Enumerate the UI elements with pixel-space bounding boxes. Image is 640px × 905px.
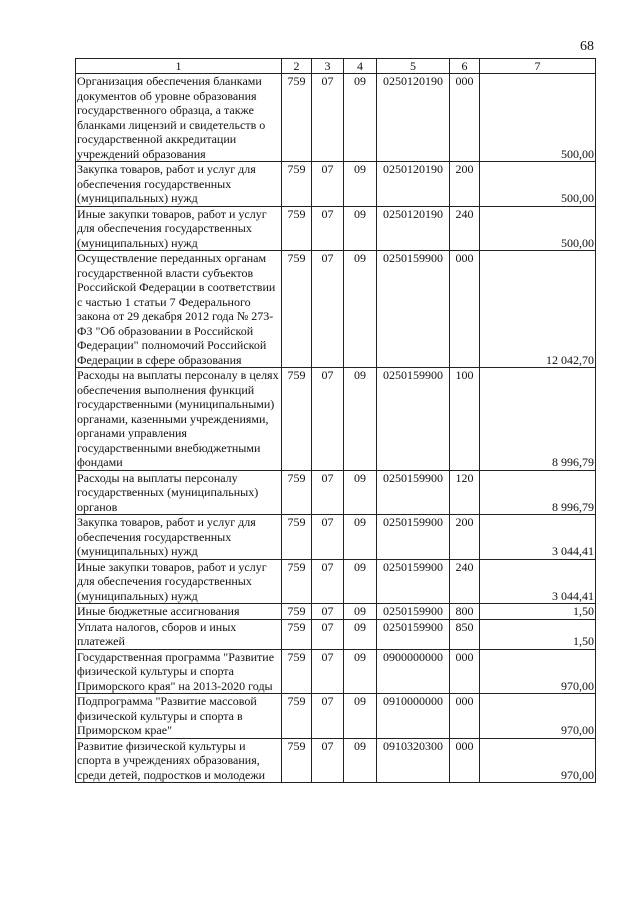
- ministry-code-cell: 759: [282, 251, 312, 368]
- expense-type-cell: 000: [450, 251, 480, 368]
- table-row: [76, 251, 596, 368]
- expense-type-cell: 100: [450, 368, 480, 471]
- expense-type-cell: 240: [450, 559, 480, 604]
- amount-cell: 970,00: [480, 738, 596, 783]
- header-cell: 5: [377, 59, 450, 74]
- table-row: [76, 604, 596, 620]
- header-cell: 7: [480, 59, 596, 74]
- item-name-cell: Подпрограмма "Развитие массовой физической культуры и спорта в Приморском крае": [76, 694, 282, 739]
- section-code-cell: 07: [312, 559, 344, 604]
- expense-type-cell: 120: [450, 470, 480, 515]
- amount-cell: 12 042,70: [480, 251, 596, 368]
- subsection-code-cell: 09: [344, 694, 377, 739]
- table-row: [76, 162, 596, 207]
- item-name-cell: Государственная программа "Развитие физической культуры и спорта Приморского края" на 2013-2020 годы: [76, 649, 282, 694]
- header-cell: 3: [312, 59, 344, 74]
- amount-cell: 1,50: [480, 619, 596, 649]
- section-code-cell: 07: [312, 206, 344, 251]
- item-name-cell: Расходы на выплаты персоналу в целях обеспечения выполнения функций государственными (муниципальными) органами, казенными учреждениями, органами управления государственными внебюджетными фондами: [76, 368, 282, 471]
- ministry-code-cell: 759: [282, 74, 312, 162]
- ministry-code-cell: 759: [282, 694, 312, 739]
- budget-table: [75, 58, 596, 783]
- section-code-cell: 07: [312, 649, 344, 694]
- expense-type-cell: 200: [450, 515, 480, 560]
- subsection-code-cell: 09: [344, 368, 377, 471]
- table-row: [76, 368, 596, 471]
- table-row: [76, 515, 596, 560]
- item-name-cell: Организация обеспечения бланками документов об уровне образования государственного образца, а также бланками лицензий и свидетельств о государственной аккредитации учреждений образования: [76, 74, 282, 162]
- ministry-code-cell: 759: [282, 206, 312, 251]
- expense-type-cell: 000: [450, 649, 480, 694]
- amount-cell: 500,00: [480, 74, 596, 162]
- subsection-code-cell: 09: [344, 251, 377, 368]
- header-cell: 4: [344, 59, 377, 74]
- amount-cell: 970,00: [480, 694, 596, 739]
- section-code-cell: 07: [312, 74, 344, 162]
- target-article-cell: 0910000000: [377, 694, 450, 739]
- subsection-code-cell: 09: [344, 162, 377, 207]
- target-article-cell: 0900000000: [377, 649, 450, 694]
- ministry-code-cell: 759: [282, 559, 312, 604]
- expense-type-cell: 000: [450, 738, 480, 783]
- subsection-code-cell: 09: [344, 515, 377, 560]
- target-article-cell: 0250120190: [377, 162, 450, 207]
- amount-cell: 3 044,41: [480, 559, 596, 604]
- item-name-cell: Иные бюджетные ассигнования: [76, 604, 282, 620]
- subsection-code-cell: 09: [344, 738, 377, 783]
- subsection-code-cell: 09: [344, 74, 377, 162]
- section-code-cell: 07: [312, 694, 344, 739]
- subsection-code-cell: 09: [344, 649, 377, 694]
- target-article-cell: 0250159900: [377, 515, 450, 560]
- subsection-code-cell: 09: [344, 470, 377, 515]
- target-article-cell: 0250120190: [377, 74, 450, 162]
- target-article-cell: 0250159900: [377, 251, 450, 368]
- header-cell: 6: [450, 59, 480, 74]
- column-number-header: [76, 59, 596, 74]
- section-code-cell: 07: [312, 470, 344, 515]
- table-row: [76, 738, 596, 783]
- section-code-cell: 07: [312, 251, 344, 368]
- header-cell: 1: [76, 59, 282, 74]
- target-article-cell: 0250159900: [377, 470, 450, 515]
- item-name-cell: Развитие физической культуры и спорта в учреждениях образования, среди детей, подростков и молодежи: [76, 738, 282, 783]
- target-article-cell: 0250120190: [377, 206, 450, 251]
- section-code-cell: 07: [312, 515, 344, 560]
- table-row: [76, 694, 596, 739]
- subsection-code-cell: 09: [344, 206, 377, 251]
- target-article-cell: 0250159900: [377, 559, 450, 604]
- ministry-code-cell: 759: [282, 368, 312, 471]
- item-name-cell: Иные закупки товаров, работ и услуг для обеспечения государственных (муниципальных) нужд: [76, 206, 282, 251]
- amount-cell: 500,00: [480, 162, 596, 207]
- ministry-code-cell: 759: [282, 162, 312, 207]
- expense-type-cell: 000: [450, 74, 480, 162]
- section-code-cell: 07: [312, 738, 344, 783]
- subsection-code-cell: 09: [344, 619, 377, 649]
- ministry-code-cell: 759: [282, 649, 312, 694]
- target-article-cell: 0250159900: [377, 619, 450, 649]
- ministry-code-cell: 759: [282, 470, 312, 515]
- table-row: [76, 206, 596, 251]
- header-cell: 2: [282, 59, 312, 74]
- item-name-cell: Уплата налогов, сборов и иных платежей: [76, 619, 282, 649]
- table-row: [76, 649, 596, 694]
- target-article-cell: 0250159900: [377, 604, 450, 620]
- section-code-cell: 07: [312, 368, 344, 471]
- amount-cell: 500,00: [480, 206, 596, 251]
- ministry-code-cell: 759: [282, 738, 312, 783]
- item-name-cell: Закупка товаров, работ и услуг для обеспечения государственных (муниципальных) нужд: [76, 162, 282, 207]
- item-name-cell: Закупка товаров, работ и услуг для обеспечения государственных (муниципальных) нужд: [76, 515, 282, 560]
- ministry-code-cell: 759: [282, 604, 312, 620]
- amount-cell: 8 996,79: [480, 470, 596, 515]
- section-code-cell: 07: [312, 162, 344, 207]
- amount-cell: 8 996,79: [480, 368, 596, 471]
- item-name-cell: Расходы на выплаты персоналу государственных (муниципальных) органов: [76, 470, 282, 515]
- amount-cell: 970,00: [480, 649, 596, 694]
- item-name-cell: Иные закупки товаров, работ и услуг для обеспечения государственных (муниципальных) нужд: [76, 559, 282, 604]
- amount-cell: 1,50: [480, 604, 596, 620]
- expense-type-cell: 000: [450, 694, 480, 739]
- expense-type-cell: 240: [450, 206, 480, 251]
- target-article-cell: 0910320300: [377, 738, 450, 783]
- subsection-code-cell: 09: [344, 604, 377, 620]
- section-code-cell: 07: [312, 619, 344, 649]
- item-name-cell: Осуществление переданных органам государственной власти субъектов Российской Федерации в соответствии с частью 1 статьи 7 Федерального закона от 29 декабря 2012 года № 273-ФЗ "Об образовании в Российской Федерации" полномочий Российской Федерации в сфере образования: [76, 251, 282, 368]
- expense-type-cell: 200: [450, 162, 480, 207]
- ministry-code-cell: 759: [282, 619, 312, 649]
- amount-cell: 3 044,41: [480, 515, 596, 560]
- expense-type-cell: 800: [450, 604, 480, 620]
- expense-type-cell: 850: [450, 619, 480, 649]
- table-row: [76, 74, 596, 162]
- section-code-cell: 07: [312, 604, 344, 620]
- ministry-code-cell: 759: [282, 515, 312, 560]
- table-row: [76, 619, 596, 649]
- table-row: [76, 470, 596, 515]
- page-number: 68: [580, 39, 594, 54]
- subsection-code-cell: 09: [344, 559, 377, 604]
- target-article-cell: 0250159900: [377, 368, 450, 471]
- table-row: [76, 559, 596, 604]
